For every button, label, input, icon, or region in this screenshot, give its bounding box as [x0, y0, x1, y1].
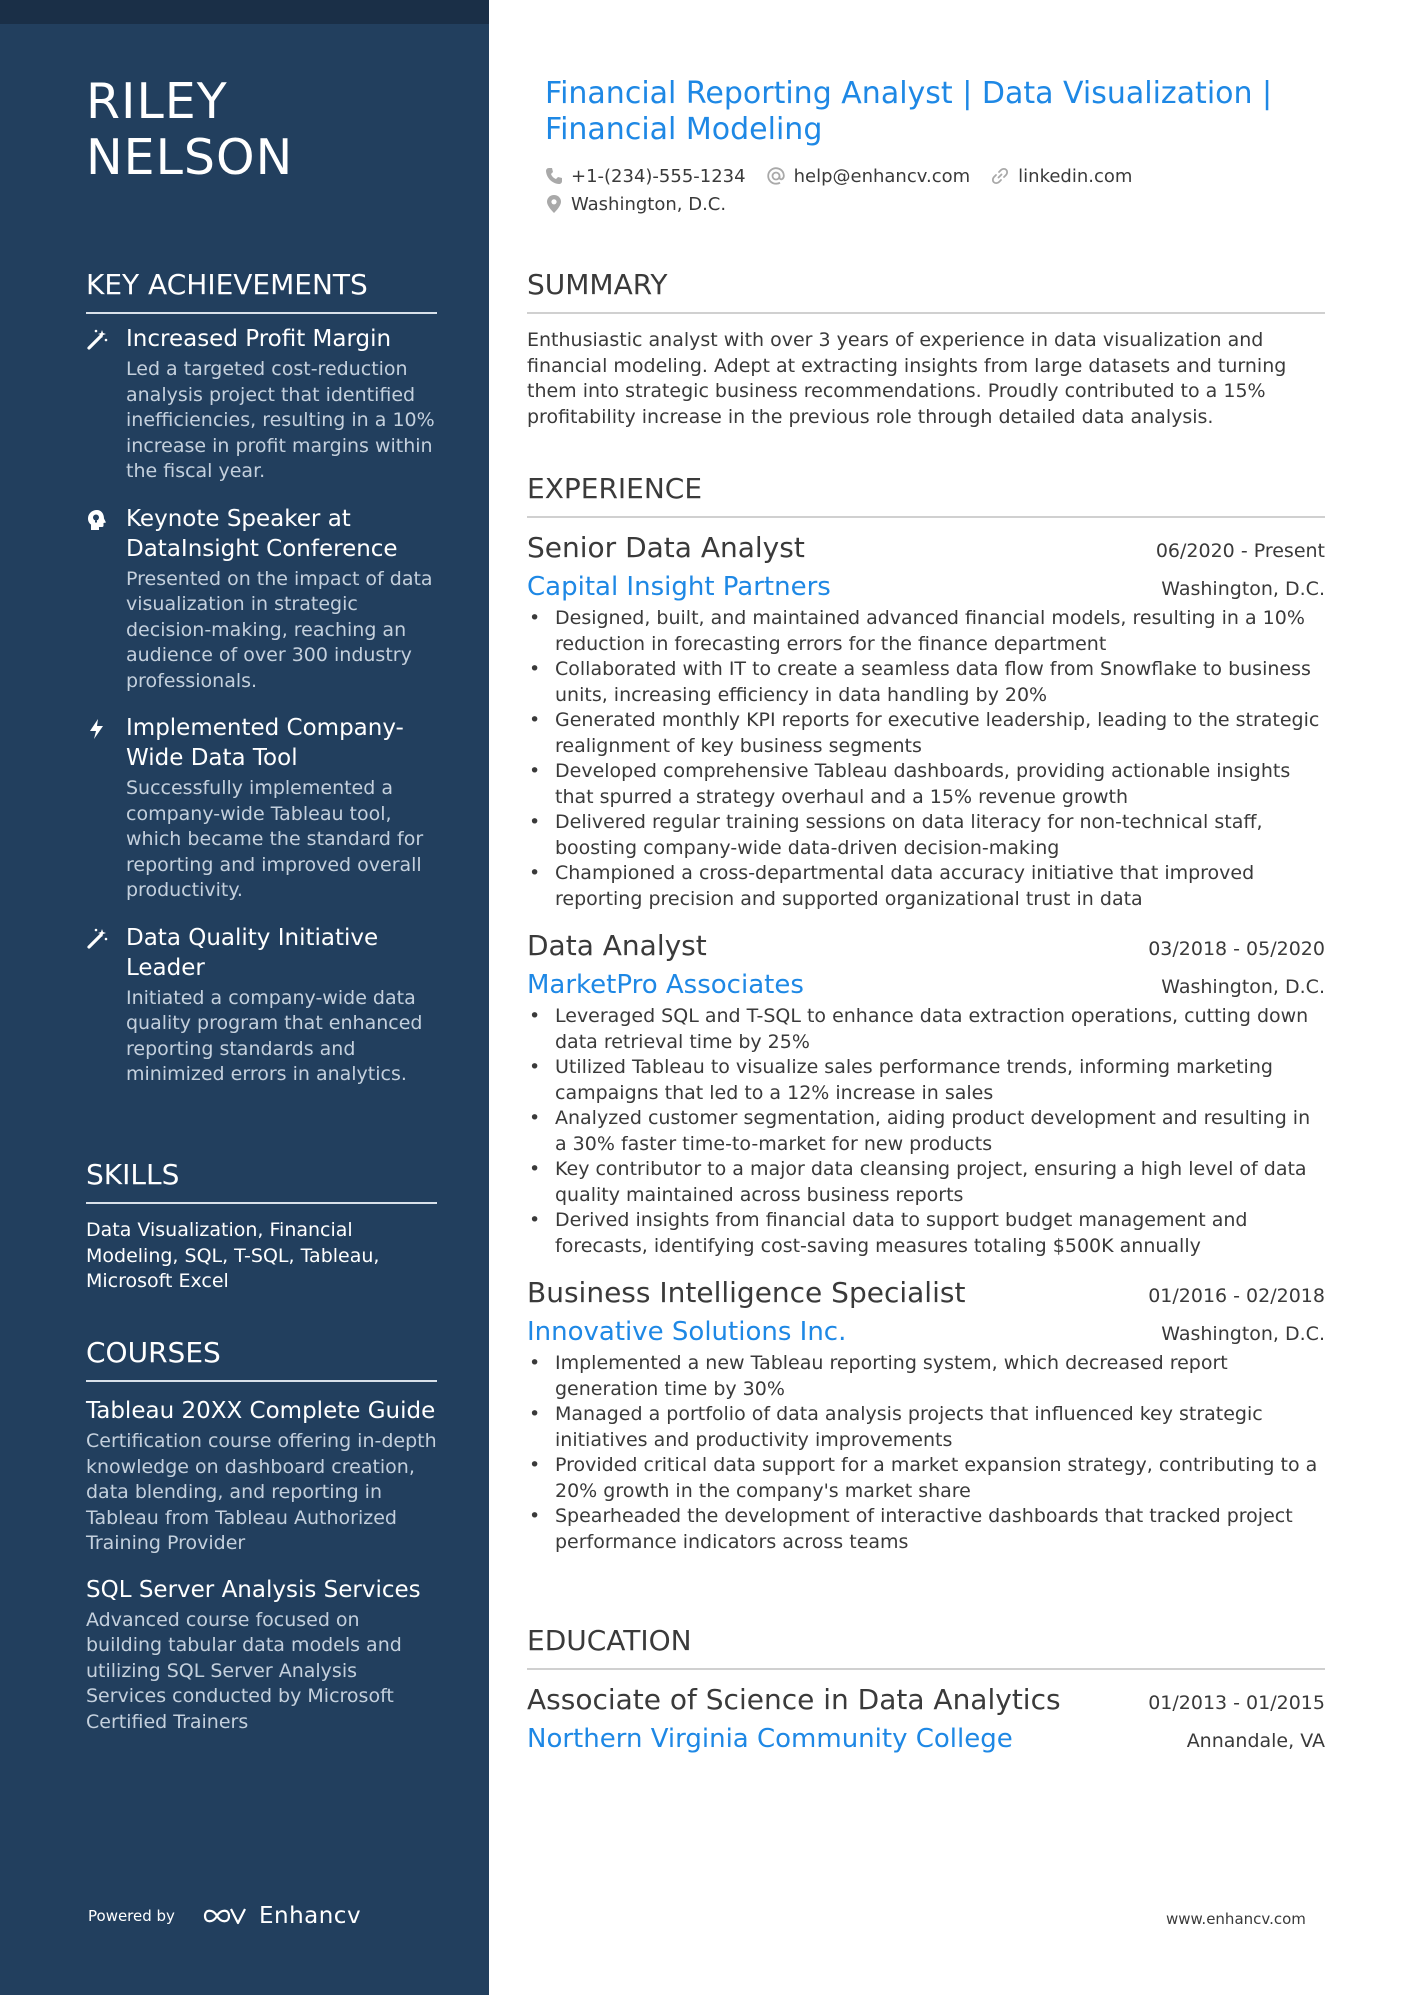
school-name: Northern Virginia Community College — [527, 1724, 1013, 1754]
summary-section — [527, 268, 1325, 430]
contact-location — [545, 194, 726, 215]
courses-section — [86, 1336, 437, 1735]
headline: Financial Reporting Analyst | Data Visualization | Financial Modeling — [545, 76, 1273, 147]
bullet-item: • Derived insights from financial data to support budget management and forecasts, identifying cost-saving measures totaling $500K annually — [527, 1208, 1325, 1259]
job-company: Capital Insight Partners — [527, 572, 831, 602]
summary-title: SUMMARY — [527, 268, 1325, 314]
job-title: Data Analyst — [527, 929, 707, 962]
enhancv-logo[interactable] — [201, 1903, 361, 1929]
contact-info — [545, 162, 1305, 218]
job-location: Washington, D.C. — [1161, 1323, 1325, 1345]
course-title: SQL Server Analysis Services — [86, 1576, 421, 1603]
job-dates: 03/2018 - 05/2020 — [1148, 938, 1325, 960]
achievement-description: Initiated a company-wide data quality program that enhanced reporting standards and minimized errors in analytics. — [126, 986, 423, 1085]
first-name: RILEY — [86, 73, 228, 130]
achievements-list — [86, 324, 437, 1088]
achievement-item — [86, 504, 437, 695]
course-description: Certification course offering in-depth knowledge on dashboard creation, data blending, and reporting in Tableau from Tableau Authorized Training Provider — [86, 1430, 437, 1554]
job-location: Washington, D.C. — [1161, 976, 1325, 998]
job-title: Business Intelligence Specialist — [527, 1276, 966, 1309]
bullet-item: • Designed, built, and maintained advanced financial models, resulting in a 10% reduction in forecasting errors for the finance department — [527, 606, 1325, 657]
lightning-icon — [86, 718, 108, 740]
course-description: Advanced course focused on building tabular data models and utilizing SQL Server Analysis Services conducted by Microsoft Certified Trainers — [86, 1608, 402, 1733]
summary-text: Enthusiastic analyst with over 3 years of experience in data visualization and financial modeling. Adept at extracting insights from large datasets and turning them into strategic business recommendations. Proudly contributed to a 15% profitability increase in the previous role through detailed data analysis. — [527, 329, 1287, 428]
achievement-item — [86, 923, 437, 1088]
bullet-item: • Delivered regular training sessions on data literacy for non-technical staff, boosting company-wide data-driven decision-making — [527, 810, 1325, 861]
contact-row — [545, 162, 1305, 190]
job-entry — [527, 1275, 1325, 1555]
location-pin-icon — [545, 194, 563, 214]
bullet-item: • Collaborated with IT to create a seamless data flow from Snowflake to business units, increasing efficiency in data handling by 20% — [527, 657, 1325, 708]
school-location: Annandale, VA — [1186, 1730, 1325, 1752]
job-dates: 06/2020 - Present — [1155, 540, 1325, 562]
courses-title: COURSES — [86, 1336, 437, 1382]
bullet-item: • Championed a cross-departmental data accuracy initiative that improved reporting precision and supported organizational trust in data — [527, 861, 1325, 912]
skills-title: SKILLS — [86, 1158, 437, 1204]
job-title: Senior Data Analyst — [527, 531, 805, 564]
achievement-item — [86, 324, 437, 485]
skills-section — [86, 1158, 437, 1295]
bullet-item: • Developed comprehensive Tableau dashboards, providing actionable insights that spurred a strategy overhaul and a 15% revenue growth — [527, 759, 1325, 810]
magic-wand-icon — [86, 928, 108, 950]
bullet-item: • Provided critical data support for a market expansion strategy, contributing to a 20% growth in the company's market share — [527, 1453, 1325, 1504]
powered-by — [88, 1903, 361, 1929]
education-section — [527, 1624, 1325, 1756]
email-text: help@enhancv.com — [793, 165, 971, 187]
magic-wand-icon — [86, 329, 108, 351]
main-content — [527, 0, 1325, 1995]
bullet-item: • Spearheaded the development of interactive dashboards that tracked project performance indicators across teams — [527, 1504, 1325, 1555]
job-bullets — [527, 1351, 1325, 1555]
bullet-item: • Utilized Tableau to visualize sales performance trends, informing marketing campaigns that led to a 12% increase in sales — [527, 1055, 1325, 1106]
degree-title: Associate of Science in Data Analytics — [527, 1683, 1061, 1716]
education-title: EDUCATION — [527, 1624, 1325, 1670]
achievements-section — [86, 268, 437, 1107]
sidebar — [0, 0, 489, 1995]
bullet-item: • Key contributor to a major data cleansing project, ensuring a high level of data quality maintained across business reports — [527, 1157, 1325, 1208]
job-company: Innovative Solutions Inc. — [527, 1317, 847, 1347]
sidebar-top-bar — [0, 0, 489, 24]
job-bullets — [527, 606, 1325, 912]
contact-row — [545, 190, 1305, 218]
contact-linkedin[interactable] — [990, 166, 1132, 187]
job-bullets — [527, 1004, 1325, 1259]
candidate-name — [86, 74, 293, 186]
course-item — [86, 1396, 437, 1557]
linkedin-text: linkedin.com — [1018, 165, 1133, 187]
job-entry — [527, 928, 1325, 1259]
achievement-title: Increased Profit Margin — [126, 326, 392, 352]
experience-section — [527, 472, 1325, 1555]
bullet-item: • Implemented a new Tableau reporting system, which decreased report generation time by 30% — [527, 1351, 1325, 1402]
head-idea-icon — [86, 509, 108, 531]
contact-phone[interactable] — [545, 166, 746, 187]
location-text: Washington, D.C. — [571, 193, 727, 215]
contact-email[interactable] — [766, 166, 971, 187]
job-entry — [527, 530, 1325, 912]
skills-list: Data Visualization, Financial Modeling, SQL, T-SQL, Tableau, Microsoft Excel — [86, 1219, 380, 1292]
achievement-description: Successfully implemented a company-wide Tableau tool, which became the standard for reporting and improved overall productivity. — [126, 777, 424, 901]
achievement-item — [86, 713, 437, 904]
powered-by-label: Powered by — [88, 1907, 175, 1925]
phone-text: +1-(234)-555-1234 — [571, 165, 746, 187]
enhancv-logo-icon — [201, 1904, 249, 1928]
bullet-item: • Analyzed customer segmentation, aiding product development and resulting in a 30% faster time-to-market for new products — [527, 1106, 1325, 1157]
job-location: Washington, D.C. — [1161, 578, 1325, 600]
course-item — [86, 1575, 437, 1736]
bullet-item: • Leveraged SQL and T-SQL to enhance data extraction operations, cutting down data retrieval time by 25% — [527, 1004, 1325, 1055]
at-sign-icon — [766, 166, 786, 186]
link-icon — [990, 166, 1010, 186]
experience-title: EXPERIENCE — [527, 472, 1325, 518]
achievement-description: Presented on the impact of data visualization in strategic decision-making, reaching an audience of over 300 industry professionals. — [126, 567, 433, 692]
education-dates: 01/2013 - 01/2015 — [1148, 1692, 1325, 1714]
achievement-title: Implemented Company-Wide Data Tool — [126, 715, 404, 771]
course-title: Tableau 20XX Complete Guide — [86, 1398, 436, 1424]
education-entry — [527, 1682, 1325, 1756]
achievements-title: KEY ACHIEVEMENTS — [86, 268, 437, 314]
achievement-title: Keynote Speaker at DataInsight Conference — [126, 505, 398, 562]
job-dates: 01/2016 - 02/2018 — [1148, 1285, 1325, 1307]
job-company: MarketPro Associates — [527, 970, 804, 1000]
bullet-item: • Generated monthly KPI reports for executive leadership, leading to the strategic realignment of key business segments — [527, 708, 1325, 759]
last-name: NELSON — [86, 129, 294, 186]
enhancv-brand-name: Enhancv — [258, 1903, 362, 1929]
achievement-description: Led a targeted cost-reduction analysis project that identified inefficiencies, resulting in a 10% increase in profit margins within the fiscal year. — [126, 358, 435, 482]
bullet-item: • Managed a portfolio of data analysis projects that influenced key strategic initiatives and productivity improvements — [527, 1402, 1325, 1453]
phone-icon — [545, 167, 563, 185]
achievement-title: Data Quality Initiative Leader — [126, 924, 379, 981]
footer-url[interactable]: www.enhancv.com — [1166, 1910, 1306, 1928]
